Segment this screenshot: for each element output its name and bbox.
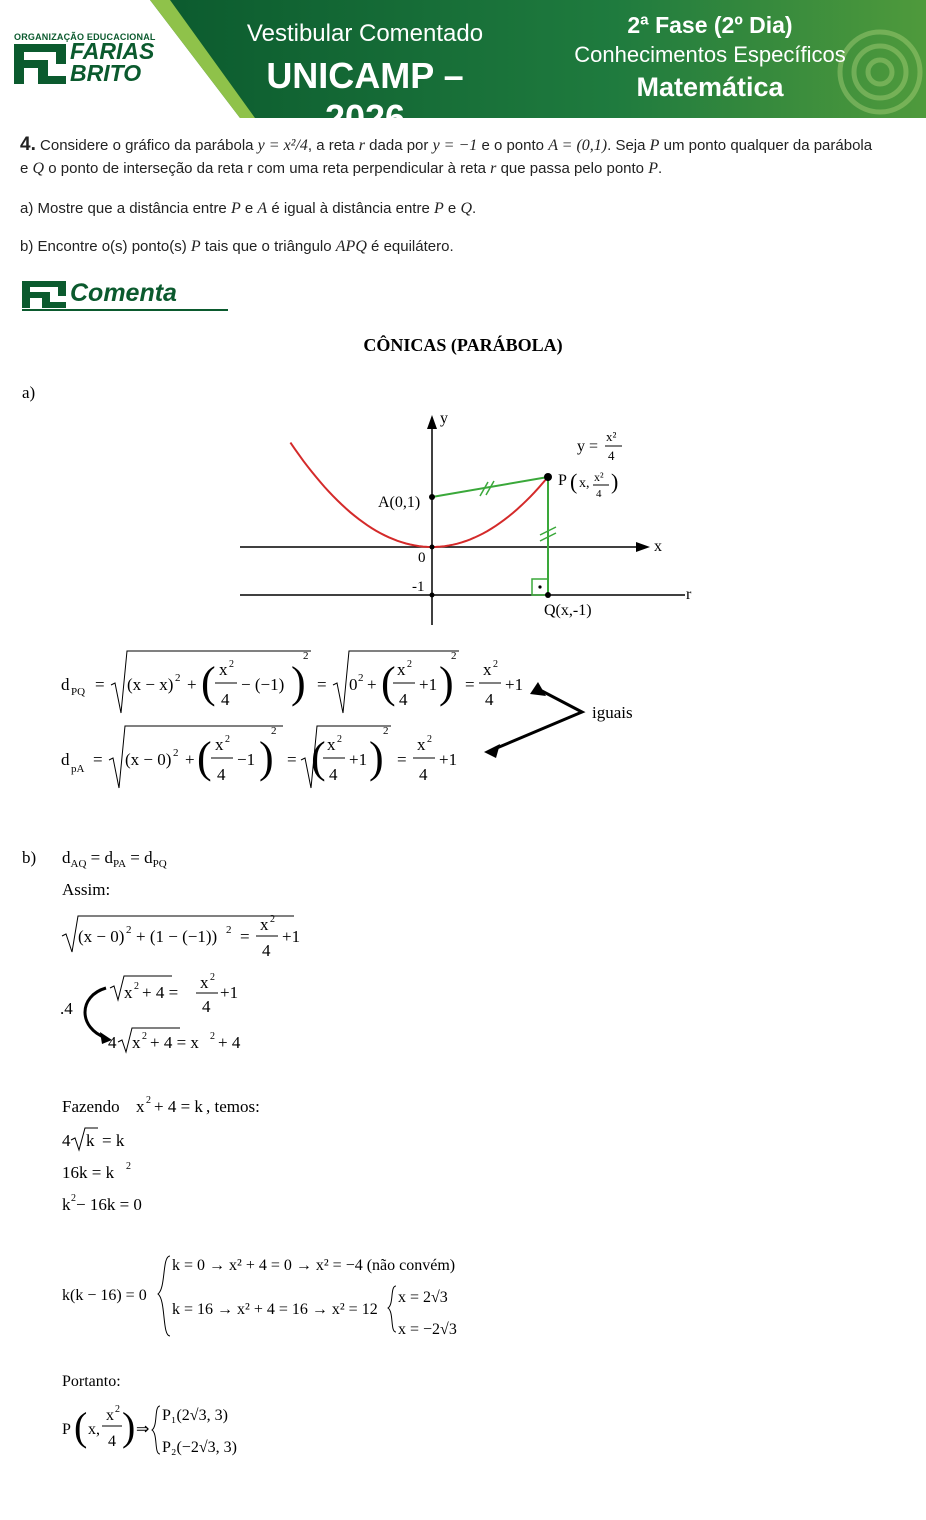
math-text: ) bbox=[439, 658, 454, 707]
math-text: 2 bbox=[270, 914, 275, 925]
math-text: d bbox=[62, 848, 71, 867]
math-text: = bbox=[240, 927, 250, 946]
math-text: x bbox=[417, 735, 426, 754]
math-text: 4 bbox=[262, 941, 271, 960]
math-text: 2 bbox=[134, 981, 139, 992]
math-text: 4 bbox=[217, 765, 226, 784]
question-text: Considere o gráfico da parábola bbox=[40, 137, 258, 154]
math-text: 2 bbox=[451, 650, 457, 662]
question-text: , a reta bbox=[307, 137, 359, 154]
comenta-fb-icon bbox=[22, 281, 66, 308]
math-text: = bbox=[287, 750, 297, 769]
math-text: + 4 = x bbox=[150, 1033, 199, 1052]
question-text: dada por bbox=[365, 137, 433, 154]
math-text: 2 bbox=[175, 672, 181, 684]
item-text: e bbox=[443, 200, 461, 217]
math-text: 2 bbox=[383, 725, 389, 737]
question-item-a bbox=[20, 197, 476, 220]
math-text: k bbox=[86, 1131, 95, 1150]
comenta-label: Comenta bbox=[70, 279, 177, 307]
math-expression: P bbox=[649, 137, 660, 154]
math-text: x, bbox=[88, 1421, 100, 1438]
header-banner bbox=[0, 0, 926, 138]
math-text: 4 bbox=[399, 690, 408, 709]
math-subscript: PQ bbox=[152, 858, 167, 870]
part-a-label: a) bbox=[22, 383, 36, 402]
item-text: . bbox=[472, 200, 477, 217]
root-one: x = 2√3 bbox=[398, 1289, 448, 1306]
math-text: k bbox=[62, 1195, 71, 1214]
math-text: +1 bbox=[505, 675, 524, 694]
math-text: (x − 0) bbox=[125, 750, 172, 769]
math-text: x bbox=[132, 1033, 141, 1052]
kk-equation: k(k − 16) = 0 bbox=[62, 1287, 147, 1304]
item-text: b) Encontre o(s) ponto(s) bbox=[20, 238, 191, 255]
math-expression: Q bbox=[460, 200, 473, 217]
math-text: 0 bbox=[349, 675, 358, 694]
math-text: +1 bbox=[349, 750, 368, 769]
math-text: 2 bbox=[225, 734, 230, 745]
math-text: 4 bbox=[485, 690, 494, 709]
curve-label-num: x² bbox=[606, 429, 617, 444]
case-one: k = 0 → x² + 4 = 0 → x² = −4 (não convém) bbox=[172, 1257, 456, 1274]
header-subject: Matemática bbox=[636, 72, 784, 102]
math-text: 4 bbox=[329, 765, 338, 784]
math-text: 4 bbox=[419, 765, 428, 784]
math-text: x bbox=[106, 1407, 114, 1424]
y-axis-label: y bbox=[440, 410, 448, 427]
dpa-equation bbox=[55, 720, 475, 795]
question-statement bbox=[20, 133, 915, 180]
math-text: 2 bbox=[173, 747, 179, 759]
point-p2: P₂(−2√3, 3) bbox=[162, 1439, 237, 1456]
math-text: 2 bbox=[427, 734, 432, 745]
math-text: 2 bbox=[303, 650, 309, 662]
equal-arrows bbox=[480, 680, 590, 760]
question-text: um ponto qualquer da parábola bbox=[659, 137, 873, 154]
question-text: que passa pelo ponto bbox=[496, 160, 649, 177]
case-two: k = 16 → x² + 4 = 16 → x² = 12 bbox=[172, 1301, 378, 1318]
point-a-label: A(0,1) bbox=[378, 494, 421, 511]
point-p-label: P bbox=[558, 472, 567, 489]
math-text: 4 bbox=[108, 1033, 117, 1052]
math-text: 2 bbox=[271, 725, 277, 737]
math-text: x bbox=[397, 660, 406, 679]
question-text: o ponto de interseção da reta r com uma reta perpendicular à reta bbox=[44, 160, 491, 177]
math-text: x bbox=[260, 915, 269, 934]
solution-title: CÔNICAS (PARÁBOLA) bbox=[363, 335, 563, 355]
iguais-label: iguais bbox=[592, 703, 633, 722]
math-text: = bbox=[397, 750, 407, 769]
logo-caption: ORGANIZAÇÃO EDUCACIONAL bbox=[14, 32, 156, 42]
eq-sqrt-distance bbox=[58, 908, 318, 968]
assim-label: Assim: bbox=[62, 880, 111, 899]
math-text: − (−1) bbox=[241, 675, 285, 694]
math-text: d bbox=[144, 848, 153, 867]
eq-cases bbox=[58, 1248, 498, 1348]
math-text: + bbox=[187, 675, 197, 694]
math-text: ( bbox=[201, 658, 216, 707]
math-text: x bbox=[200, 973, 209, 992]
math-text: x bbox=[215, 735, 224, 754]
dpa-symbol: d bbox=[61, 750, 70, 769]
math-expression: y = −1 bbox=[432, 137, 478, 154]
comenta-underline bbox=[22, 309, 228, 311]
header-subtitle: Vestibular Comentado bbox=[246, 20, 484, 47]
math-text: 2 bbox=[210, 972, 215, 983]
math-text: 16k = k bbox=[62, 1163, 115, 1182]
math-text: ( bbox=[311, 733, 326, 782]
header-title: UNICAMP – 2026 bbox=[266, 55, 464, 138]
fazendo-label: Fazendo bbox=[62, 1097, 120, 1116]
question-text: e o ponto bbox=[477, 137, 549, 154]
math-text: 4 bbox=[108, 1433, 116, 1450]
math-text: + bbox=[185, 750, 195, 769]
math-text: x bbox=[327, 735, 336, 754]
x-axis-label: x bbox=[654, 538, 662, 555]
math-text: x bbox=[124, 983, 133, 1002]
paren-close: ) bbox=[611, 469, 619, 494]
math-text: ⇒ bbox=[136, 1421, 150, 1438]
math-text: +1 bbox=[439, 750, 458, 769]
math-text: d bbox=[104, 848, 113, 867]
math-text: + 4 = bbox=[142, 983, 179, 1002]
header-phase: 2ª Fase (2º Dia) bbox=[627, 12, 793, 38]
math-text: ( bbox=[197, 733, 212, 782]
question-text: e bbox=[20, 160, 33, 177]
minus-one-label: -1 bbox=[412, 579, 425, 595]
math-text: ( bbox=[381, 658, 396, 707]
math-text: +1 bbox=[282, 927, 301, 946]
point-p-x: x, bbox=[579, 476, 590, 491]
math-text: + (1 − (−1)) bbox=[136, 927, 218, 946]
math-text: 4 bbox=[202, 997, 211, 1016]
math-text: 2 bbox=[142, 1031, 147, 1042]
math-text: + 4 bbox=[218, 1033, 241, 1052]
logo-word-farias: FARIAS bbox=[70, 38, 155, 64]
item-text: e bbox=[240, 200, 258, 217]
item-text: é igual à distância entre bbox=[267, 200, 434, 217]
math-text: = bbox=[93, 750, 103, 769]
math-text: = bbox=[317, 675, 327, 694]
math-text: = k bbox=[102, 1131, 125, 1150]
temos-label: , temos: bbox=[206, 1097, 260, 1116]
item-text: tais que o triângulo bbox=[200, 238, 336, 255]
math-text: ) bbox=[369, 733, 384, 782]
math-expression: Q bbox=[32, 160, 45, 177]
dpq-subscript: PQ bbox=[71, 686, 86, 698]
math-text: 2 bbox=[337, 734, 342, 745]
eq-substitution bbox=[58, 1088, 358, 1218]
math-expression: P bbox=[190, 238, 201, 255]
dpq-equation bbox=[55, 645, 535, 720]
fb-logo-icon bbox=[14, 44, 66, 84]
question-number: 4. bbox=[20, 134, 36, 155]
curve-label-den: 4 bbox=[608, 448, 615, 463]
math-text: 2 bbox=[407, 659, 412, 670]
eq-final-points bbox=[58, 1396, 318, 1462]
math-text: ) bbox=[259, 733, 274, 782]
parabola-graph bbox=[230, 405, 700, 630]
times-four-label: .4 bbox=[60, 999, 73, 1018]
dpa-subscript: pA bbox=[71, 763, 85, 775]
math-expression: P bbox=[230, 200, 241, 217]
math-text: ) bbox=[122, 1404, 136, 1449]
portanto-label: Portanto: bbox=[62, 1373, 121, 1390]
logo-word-brito: BRITO bbox=[70, 60, 142, 86]
math-text: 2 bbox=[210, 1031, 215, 1042]
point-p1: P₁(2√3, 3) bbox=[162, 1407, 228, 1424]
math-text: +1 bbox=[220, 983, 239, 1002]
math-text: x bbox=[483, 660, 492, 679]
point-p-den: 4 bbox=[596, 488, 602, 500]
math-text: 4 bbox=[62, 1131, 71, 1150]
math-text: +1 bbox=[419, 675, 438, 694]
math-text: + 4 = k bbox=[154, 1097, 203, 1116]
root-two: x = −2√3 bbox=[398, 1321, 457, 1338]
math-text: 2 bbox=[226, 924, 232, 936]
origin-label: 0 bbox=[418, 550, 426, 566]
math-text: 2 bbox=[71, 1193, 76, 1204]
math-subscript: PA bbox=[112, 858, 127, 870]
part-b-label: b) bbox=[22, 848, 37, 867]
question-text: . Seja bbox=[607, 137, 650, 154]
math-text: (x − 0) bbox=[78, 927, 125, 946]
r-line-label: r bbox=[686, 586, 692, 603]
item-text: é equilátero. bbox=[366, 238, 454, 255]
question-text: . bbox=[657, 160, 663, 177]
point-p-num: x² bbox=[594, 470, 604, 484]
item-text: a) Mostre que a distância entre bbox=[20, 200, 231, 217]
curve-label: y = bbox=[577, 438, 599, 455]
eq-multiply-four bbox=[58, 966, 318, 1056]
math-text: P bbox=[62, 1421, 71, 1438]
math-expression: APQ bbox=[335, 238, 367, 255]
math-text: = bbox=[465, 675, 475, 694]
math-text: = bbox=[95, 675, 105, 694]
eq-distances: $d_{AQ} = d_{PA} = d_{PQ}$ bbox=[62, 848, 167, 870]
math-expression: P bbox=[648, 160, 658, 177]
math-expression: P bbox=[433, 200, 444, 217]
math-subscript: AQ bbox=[70, 858, 87, 870]
math-text: 2 bbox=[126, 924, 132, 936]
math-text: − 16k = 0 bbox=[76, 1195, 142, 1214]
math-expression: r bbox=[490, 160, 497, 177]
math-text: 2 bbox=[115, 1404, 120, 1415]
math-text: (x − x) bbox=[127, 675, 174, 694]
math-text: 2 bbox=[493, 659, 498, 670]
math-text: x bbox=[219, 660, 228, 679]
dpq-symbol: d bbox=[61, 675, 70, 694]
header-area: Conhecimentos Específicos bbox=[574, 42, 846, 67]
math-expression: A bbox=[257, 200, 268, 217]
math-expression: y = x²/4 bbox=[257, 137, 308, 154]
math-expression: r bbox=[358, 137, 366, 154]
paren-open: ( bbox=[570, 469, 578, 494]
point-q-label: Q(x,-1) bbox=[544, 602, 592, 619]
math-text: 2 bbox=[358, 672, 364, 684]
math-text: ) bbox=[291, 658, 306, 707]
math-text: 2 bbox=[146, 1095, 151, 1106]
math-text: x bbox=[136, 1097, 145, 1116]
math-text: 2 bbox=[126, 1161, 131, 1172]
math-text: ( bbox=[74, 1404, 88, 1449]
math-text: + bbox=[367, 675, 377, 694]
question-item-b bbox=[20, 235, 454, 258]
math-text: 2 bbox=[229, 659, 234, 670]
math-text: 4 bbox=[221, 690, 230, 709]
math-expression: A = (0,1) bbox=[548, 137, 608, 154]
math-text: −1 bbox=[237, 750, 256, 769]
